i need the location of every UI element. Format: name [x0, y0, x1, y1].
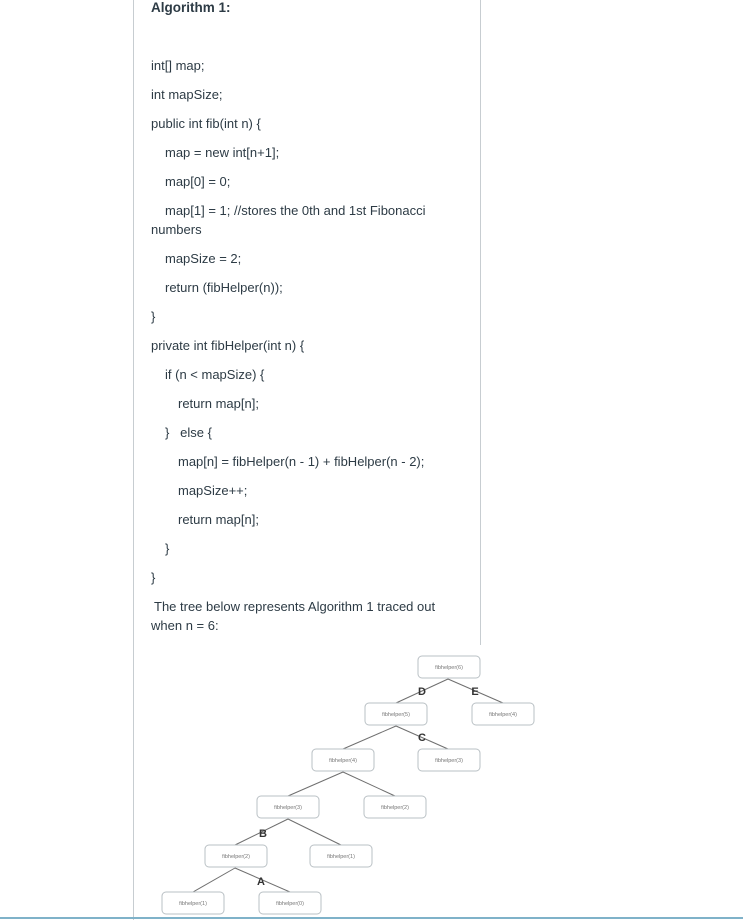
code-line: public int fib(int n) { — [151, 116, 261, 131]
edge-label-c: C — [418, 732, 426, 744]
edge-label-d: D — [418, 686, 426, 698]
svg-text:fibhelper(2): fibhelper(2) — [381, 805, 409, 811]
svg-text:fibhelper(0): fibhelper(0) — [276, 901, 304, 907]
tree-node-fibhelper-2 — [364, 796, 426, 818]
code-line: map[0] = 0; — [165, 174, 231, 189]
code-line: } — [151, 309, 156, 324]
code-line: } — [165, 541, 170, 556]
code-line: } — [151, 570, 156, 585]
svg-text:fibhelper(4): fibhelper(4) — [489, 712, 517, 718]
code-line: map[1] = 1; //stores the 0th and 1st Fibonacci — [165, 203, 426, 218]
tree-node-fibhelper-3 — [418, 749, 480, 771]
code-line: int[] map; — [151, 58, 205, 73]
code-line: numbers — [151, 222, 202, 237]
code-line: if (n < mapSize) { — [165, 367, 265, 382]
tree-edge — [343, 772, 395, 796]
code-line: mapSize = 2; — [165, 251, 242, 266]
tree-node-fibhelper-0 — [259, 892, 321, 914]
tree-node-fibhelper-3 — [257, 796, 319, 818]
code-line: } else { — [165, 425, 212, 440]
bottom-divider — [0, 917, 743, 919]
code-line: map = new int[n+1]; — [165, 145, 280, 160]
code-line: return map[n]; — [178, 512, 259, 527]
tree-node-fibhelper-5 — [365, 703, 427, 725]
svg-text:fibhelper(5): fibhelper(5) — [382, 712, 410, 718]
tree-edge — [288, 819, 341, 845]
code-line: int mapSize; — [151, 87, 223, 102]
code-line: map[n] = fibHelper(n - 1) + fibHelper(n - 2); — [178, 454, 425, 469]
tree-description: The tree below represents Algorithm 1 traced out — [154, 599, 436, 614]
tree-node-fibhelper-2 — [205, 845, 267, 867]
code-line: mapSize++; — [178, 483, 248, 498]
edge-label-b: B — [259, 828, 267, 840]
svg-text:fibhelper(3): fibhelper(3) — [435, 758, 463, 764]
svg-text:fibhelper(6): fibhelper(6) — [435, 665, 463, 671]
tree-node-fibhelper-1 — [162, 892, 224, 914]
code-line: return (fibHelper(n)); — [165, 280, 283, 295]
algorithm-heading: Algorithm 1: — [151, 0, 231, 15]
tree-node-fibhelper-4 — [472, 703, 534, 725]
tree-edge — [288, 772, 343, 796]
svg-text:fibhelper(1): fibhelper(1) — [179, 901, 207, 907]
svg-text:fibhelper(1): fibhelper(1) — [327, 854, 355, 860]
tree-node-fibhelper-6 — [418, 656, 480, 678]
code-line: return map[n]; — [178, 396, 259, 411]
svg-text:fibhelper(3): fibhelper(3) — [274, 805, 302, 811]
code-line: private int fibHelper(int n) { — [151, 338, 305, 353]
edge-label-e: E — [471, 686, 479, 698]
tree-edge — [343, 726, 396, 749]
tree-node-fibhelper-1 — [310, 845, 372, 867]
svg-text:fibhelper(4): fibhelper(4) — [329, 758, 357, 764]
tree-edge — [193, 868, 235, 892]
edge-label-a: A — [257, 876, 265, 888]
svg-text:fibhelper(2): fibhelper(2) — [222, 854, 250, 860]
tree-node-fibhelper-4 — [312, 749, 374, 771]
tree-description: when n = 6: — [151, 618, 219, 633]
